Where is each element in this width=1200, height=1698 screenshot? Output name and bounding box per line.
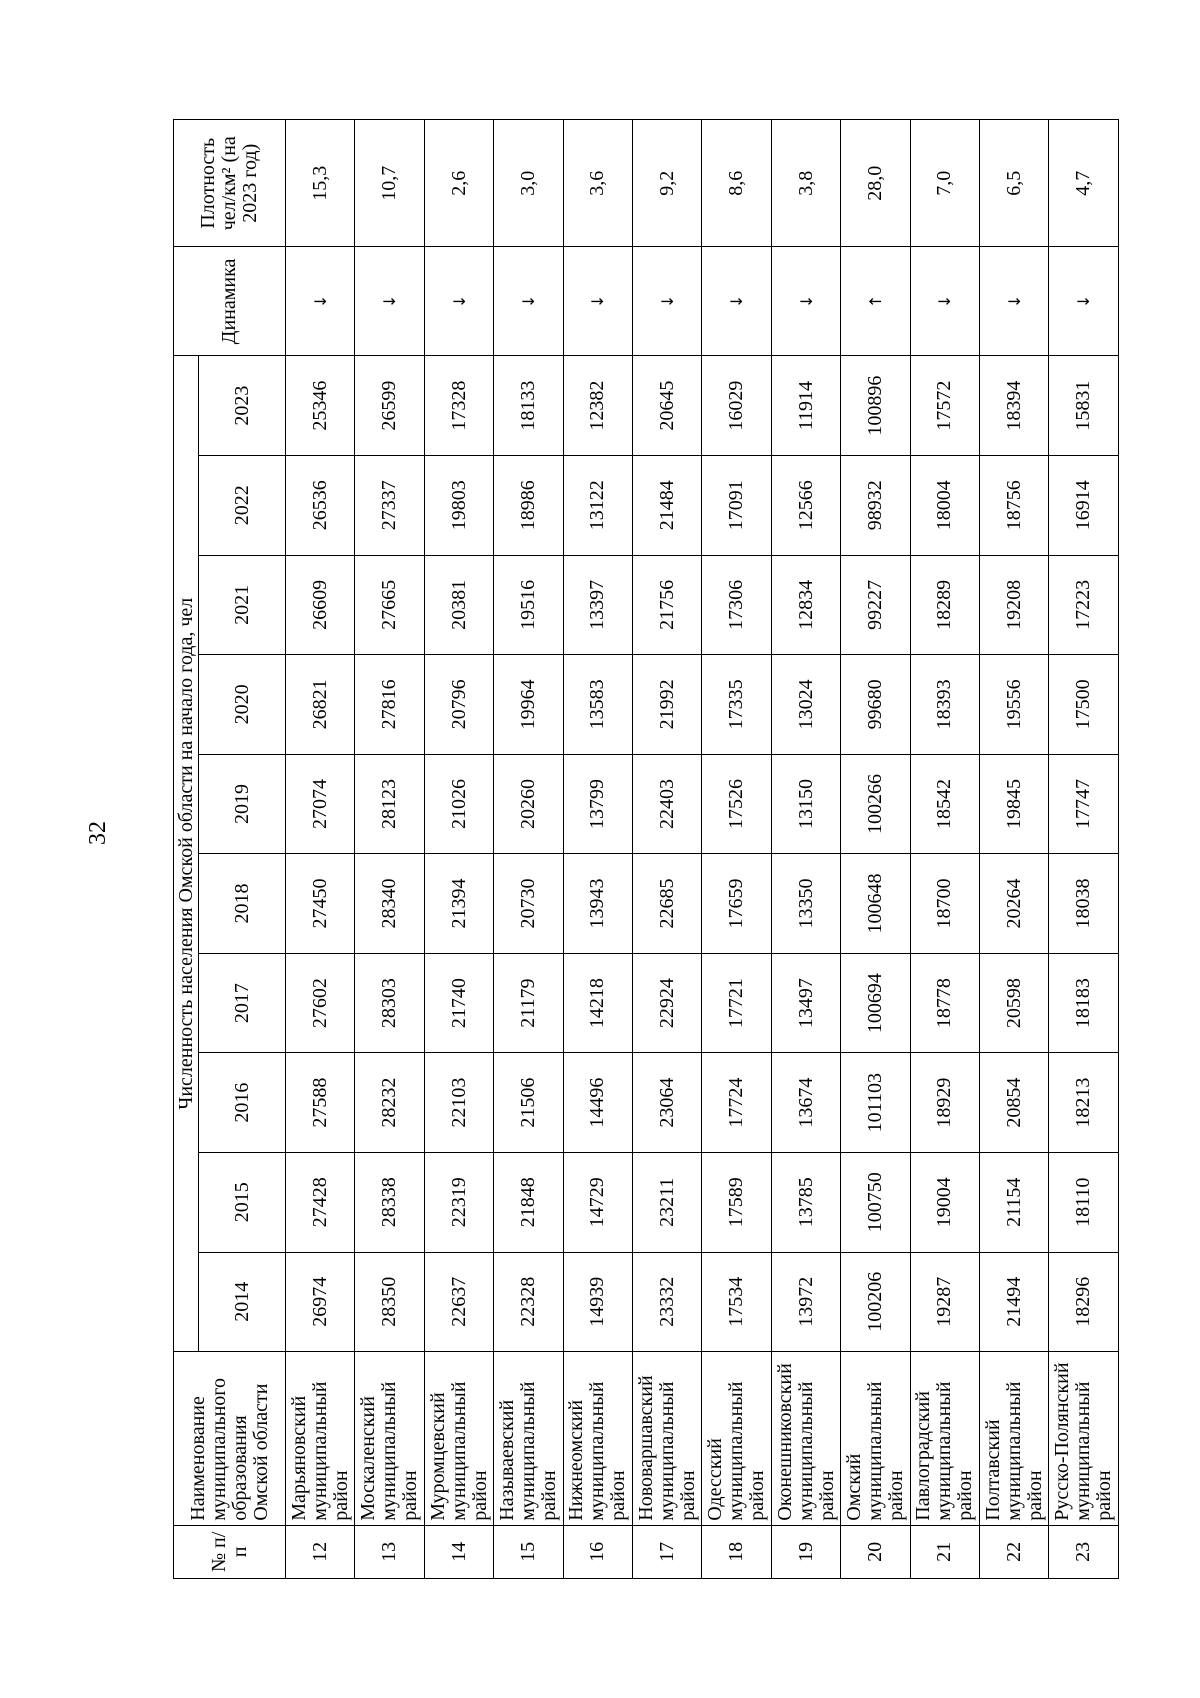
population-value-cell: 19004 <box>910 1152 979 1252</box>
district-name-cell: Омский муниципальный район <box>841 1352 910 1526</box>
population-value-cell: 27428 <box>286 1152 355 1252</box>
population-value-cell: 21740 <box>424 953 493 1053</box>
population-value-cell: 26821 <box>286 655 355 755</box>
population-value-cell: 18183 <box>1049 953 1119 1053</box>
population-value-cell: 100648 <box>841 854 910 954</box>
population-value-cell: 18778 <box>910 953 979 1053</box>
district-name-cell: Нижнеомский муниципальный район <box>563 1352 632 1526</box>
density-cell: 7,0 <box>910 120 979 247</box>
arrow-down-icon: ↓ <box>380 294 400 309</box>
population-value-cell: 18929 <box>910 1053 979 1153</box>
year-header: 2022 <box>199 456 286 556</box>
population-table <box>173 119 1119 1579</box>
population-value-cell: 16029 <box>702 356 771 456</box>
population-value-cell: 27602 <box>286 953 355 1053</box>
population-value-cell: 18700 <box>910 854 979 954</box>
density-cell: 2,6 <box>424 120 493 247</box>
population-group-header: Численность населения Омской области на начало года, чел <box>174 356 199 1352</box>
population-value-cell: 20381 <box>424 555 493 655</box>
row-number-cell: 15 <box>494 1525 563 1578</box>
table-row <box>841 120 910 1579</box>
year-header: 2023 <box>199 356 286 456</box>
population-value-cell: 13150 <box>771 754 840 854</box>
population-value-cell: 26599 <box>355 356 424 456</box>
row-number-cell: 19 <box>771 1525 840 1578</box>
dynamics-cell <box>633 247 702 356</box>
row-number-cell: 23 <box>1049 1525 1119 1578</box>
population-value-cell: 18542 <box>910 754 979 854</box>
arrow-down-icon: ↓ <box>1074 294 1094 309</box>
row-number-cell: 13 <box>355 1525 424 1578</box>
population-value-cell: 17724 <box>702 1053 771 1153</box>
row-number-cell: 17 <box>633 1525 702 1578</box>
population-value-cell: 27588 <box>286 1053 355 1153</box>
table-row <box>633 120 702 1579</box>
header-row <box>174 120 199 1579</box>
population-value-cell: 23332 <box>633 1252 702 1352</box>
population-value-cell: 100694 <box>841 953 910 1053</box>
population-value-cell: 14496 <box>563 1053 632 1153</box>
year-header: 2019 <box>199 754 286 854</box>
table-row <box>910 120 979 1579</box>
year-header: 2018 <box>199 854 286 954</box>
population-value-cell: 13497 <box>771 953 840 1053</box>
population-value-cell: 100896 <box>841 356 910 456</box>
population-value-cell: 27665 <box>355 555 424 655</box>
population-value-cell: 17721 <box>702 953 771 1053</box>
population-value-cell: 13785 <box>771 1152 840 1252</box>
population-value-cell: 14939 <box>563 1252 632 1352</box>
table-row <box>702 120 771 1579</box>
population-value-cell: 21484 <box>633 456 702 556</box>
population-value-cell: 17659 <box>702 854 771 954</box>
district-name-cell: Оконешниковский муниципальный район <box>771 1352 840 1526</box>
arrow-down-icon: ↓ <box>518 294 538 309</box>
population-value-cell: 11914 <box>771 356 840 456</box>
dynamics-cell <box>702 247 771 356</box>
district-name-cell: Павлоградский муниципальный район <box>910 1352 979 1526</box>
density-cell: 4,7 <box>1049 120 1119 247</box>
population-value-cell: 18393 <box>910 655 979 755</box>
population-value-cell: 17572 <box>910 356 979 456</box>
population-value-cell: 21154 <box>980 1152 1049 1252</box>
population-value-cell: 13122 <box>563 456 632 556</box>
arrow-down-icon: ↓ <box>1004 294 1024 309</box>
population-value-cell: 21026 <box>424 754 493 854</box>
district-name-cell: Называевский муниципальный район <box>494 1352 563 1526</box>
year-header: 2015 <box>199 1152 286 1252</box>
table-row <box>1049 120 1119 1579</box>
population-value-cell: 19964 <box>494 655 563 755</box>
table-row <box>563 120 632 1579</box>
district-name-cell: Муромцевский муниципальный район <box>424 1352 493 1526</box>
population-value-cell: 101103 <box>841 1053 910 1153</box>
page-number: 32 <box>85 821 111 845</box>
density-cell: 3,0 <box>494 120 563 247</box>
arrow-down-icon: ↓ <box>935 294 955 309</box>
row-number-cell: 22 <box>980 1525 1049 1578</box>
num-header: № п/п <box>174 1525 286 1578</box>
population-value-cell: 13024 <box>771 655 840 755</box>
row-number-cell: 20 <box>841 1525 910 1578</box>
population-value-cell: 18213 <box>1049 1053 1119 1153</box>
population-value-cell: 18110 <box>1049 1152 1119 1252</box>
density-header: Плотность чел/км² (на 2023 год) <box>174 120 286 247</box>
population-value-cell: 17534 <box>702 1252 771 1352</box>
population-value-cell: 21848 <box>494 1152 563 1252</box>
population-value-cell: 28340 <box>355 854 424 954</box>
population-value-cell: 22685 <box>633 854 702 954</box>
population-value-cell: 18004 <box>910 456 979 556</box>
population-value-cell: 13350 <box>771 854 840 954</box>
arrow-down-icon: ↓ <box>449 294 469 309</box>
district-name-cell: Нововаршавский муниципальный район <box>633 1352 702 1526</box>
population-value-cell: 100750 <box>841 1152 910 1252</box>
population-value-cell: 13972 <box>771 1252 840 1352</box>
population-value-cell: 21494 <box>980 1252 1049 1352</box>
population-value-cell: 20260 <box>494 754 563 854</box>
population-value-cell: 22319 <box>424 1152 493 1252</box>
population-value-cell: 18756 <box>980 456 1049 556</box>
density-cell: 28,0 <box>841 120 910 247</box>
district-name-cell: Москаленский муниципальный район <box>355 1352 424 1526</box>
district-name-cell: Русско-Полянский муниципальный район <box>1049 1352 1119 1526</box>
dynamics-cell <box>771 247 840 356</box>
density-cell: 3,6 <box>563 120 632 247</box>
arrow-down-icon: ↓ <box>588 294 608 309</box>
dynamics-cell <box>424 247 493 356</box>
density-cell: 8,6 <box>702 120 771 247</box>
population-value-cell: 98932 <box>841 456 910 556</box>
population-value-cell: 28232 <box>355 1053 424 1153</box>
density-cell: 9,2 <box>633 120 702 247</box>
population-value-cell: 17328 <box>424 356 493 456</box>
population-value-cell: 22328 <box>494 1252 563 1352</box>
population-value-cell: 19287 <box>910 1252 979 1352</box>
population-value-cell: 13943 <box>563 854 632 954</box>
table-row <box>355 120 424 1579</box>
population-value-cell: 17223 <box>1049 555 1119 655</box>
population-value-cell: 27816 <box>355 655 424 755</box>
population-value-cell: 18038 <box>1049 854 1119 954</box>
row-number-cell: 12 <box>286 1525 355 1578</box>
population-value-cell: 27450 <box>286 854 355 954</box>
population-value-cell: 22637 <box>424 1252 493 1352</box>
population-value-cell: 25346 <box>286 356 355 456</box>
population-value-cell: 13674 <box>771 1053 840 1153</box>
population-value-cell: 21756 <box>633 555 702 655</box>
population-value-cell: 100266 <box>841 754 910 854</box>
population-value-cell: 15831 <box>1049 356 1119 456</box>
row-number-cell: 16 <box>563 1525 632 1578</box>
dynamics-cell <box>910 247 979 356</box>
district-name-cell: Марьяновский муниципальный район <box>286 1352 355 1526</box>
population-value-cell: 13583 <box>563 655 632 755</box>
density-cell: 3,8 <box>771 120 840 247</box>
population-value-cell: 28350 <box>355 1252 424 1352</box>
population-value-cell: 17500 <box>1049 655 1119 755</box>
table-row <box>980 120 1049 1579</box>
population-value-cell: 19845 <box>980 754 1049 854</box>
population-value-cell: 23064 <box>633 1053 702 1153</box>
arrow-up-icon: ↑ <box>865 294 885 309</box>
dynamics-header: Динамика <box>174 247 286 356</box>
population-value-cell: 20730 <box>494 854 563 954</box>
population-value-cell: 17306 <box>702 555 771 655</box>
population-value-cell: 21506 <box>494 1053 563 1153</box>
population-value-cell: 19516 <box>494 555 563 655</box>
table-row <box>771 120 840 1579</box>
density-cell: 6,5 <box>980 120 1049 247</box>
dynamics-cell <box>286 247 355 356</box>
name-header: Наименование муниципального образования Омской области <box>174 1352 286 1526</box>
density-cell: 10,7 <box>355 120 424 247</box>
dynamics-cell <box>841 247 910 356</box>
arrow-down-icon: ↓ <box>727 294 747 309</box>
population-value-cell: 17526 <box>702 754 771 854</box>
population-value-cell: 23211 <box>633 1152 702 1252</box>
dynamics-cell <box>1049 247 1119 356</box>
table-row <box>494 120 563 1579</box>
density-cell: 15,3 <box>286 120 355 247</box>
population-value-cell: 16914 <box>1049 456 1119 556</box>
dynamics-cell <box>980 247 1049 356</box>
population-value-cell: 100206 <box>841 1252 910 1352</box>
population-value-cell: 26536 <box>286 456 355 556</box>
population-value-cell: 22103 <box>424 1053 493 1153</box>
year-header: 2016 <box>199 1053 286 1153</box>
population-value-cell: 20264 <box>980 854 1049 954</box>
population-value-cell: 17335 <box>702 655 771 755</box>
population-value-cell: 18394 <box>980 356 1049 456</box>
table-row <box>424 120 493 1579</box>
population-value-cell: 28123 <box>355 754 424 854</box>
population-value-cell: 20854 <box>980 1053 1049 1153</box>
table-body <box>286 120 1119 1579</box>
population-value-cell: 28338 <box>355 1152 424 1252</box>
dynamics-cell <box>494 247 563 356</box>
population-value-cell: 20796 <box>424 655 493 755</box>
row-number-cell: 21 <box>910 1525 979 1578</box>
table-row <box>286 120 355 1579</box>
population-value-cell: 22924 <box>633 953 702 1053</box>
arrow-down-icon: ↓ <box>796 294 816 309</box>
population-value-cell: 18133 <box>494 356 563 456</box>
year-header: 2017 <box>199 953 286 1053</box>
rotated-table-container <box>173 119 1119 1579</box>
population-value-cell: 26974 <box>286 1252 355 1352</box>
population-value-cell: 28303 <box>355 953 424 1053</box>
district-name-cell: Одесский муниципальный район <box>702 1352 771 1526</box>
population-value-cell: 18296 <box>1049 1252 1119 1352</box>
population-value-cell: 18289 <box>910 555 979 655</box>
year-header: 2014 <box>199 1252 286 1352</box>
population-value-cell: 27074 <box>286 754 355 854</box>
population-value-cell: 99227 <box>841 555 910 655</box>
population-value-cell: 20645 <box>633 356 702 456</box>
population-value-cell: 12566 <box>771 456 840 556</box>
population-value-cell: 12834 <box>771 555 840 655</box>
population-value-cell: 14729 <box>563 1152 632 1252</box>
population-value-cell: 21179 <box>494 953 563 1053</box>
year-header: 2021 <box>199 555 286 655</box>
population-value-cell: 13799 <box>563 754 632 854</box>
population-value-cell: 27337 <box>355 456 424 556</box>
population-value-cell: 21394 <box>424 854 493 954</box>
row-number-cell: 14 <box>424 1525 493 1578</box>
population-value-cell: 14218 <box>563 953 632 1053</box>
population-value-cell: 17589 <box>702 1152 771 1252</box>
population-value-cell: 22403 <box>633 754 702 854</box>
population-value-cell: 19208 <box>980 555 1049 655</box>
population-value-cell: 99680 <box>841 655 910 755</box>
population-value-cell: 20598 <box>980 953 1049 1053</box>
population-value-cell: 21992 <box>633 655 702 755</box>
dynamics-cell <box>563 247 632 356</box>
population-value-cell: 26609 <box>286 555 355 655</box>
population-value-cell: 19803 <box>424 456 493 556</box>
dynamics-cell <box>355 247 424 356</box>
population-value-cell: 19556 <box>980 655 1049 755</box>
population-value-cell: 13397 <box>563 555 632 655</box>
row-number-cell: 18 <box>702 1525 771 1578</box>
district-name-cell: Полтавский муниципальный район <box>980 1352 1049 1526</box>
population-value-cell: 12382 <box>563 356 632 456</box>
population-value-cell: 17091 <box>702 456 771 556</box>
population-value-cell: 17747 <box>1049 754 1119 854</box>
arrow-down-icon: ↓ <box>657 294 677 309</box>
arrow-down-icon: ↓ <box>310 294 330 309</box>
population-value-cell: 18986 <box>494 456 563 556</box>
year-header: 2020 <box>199 655 286 755</box>
